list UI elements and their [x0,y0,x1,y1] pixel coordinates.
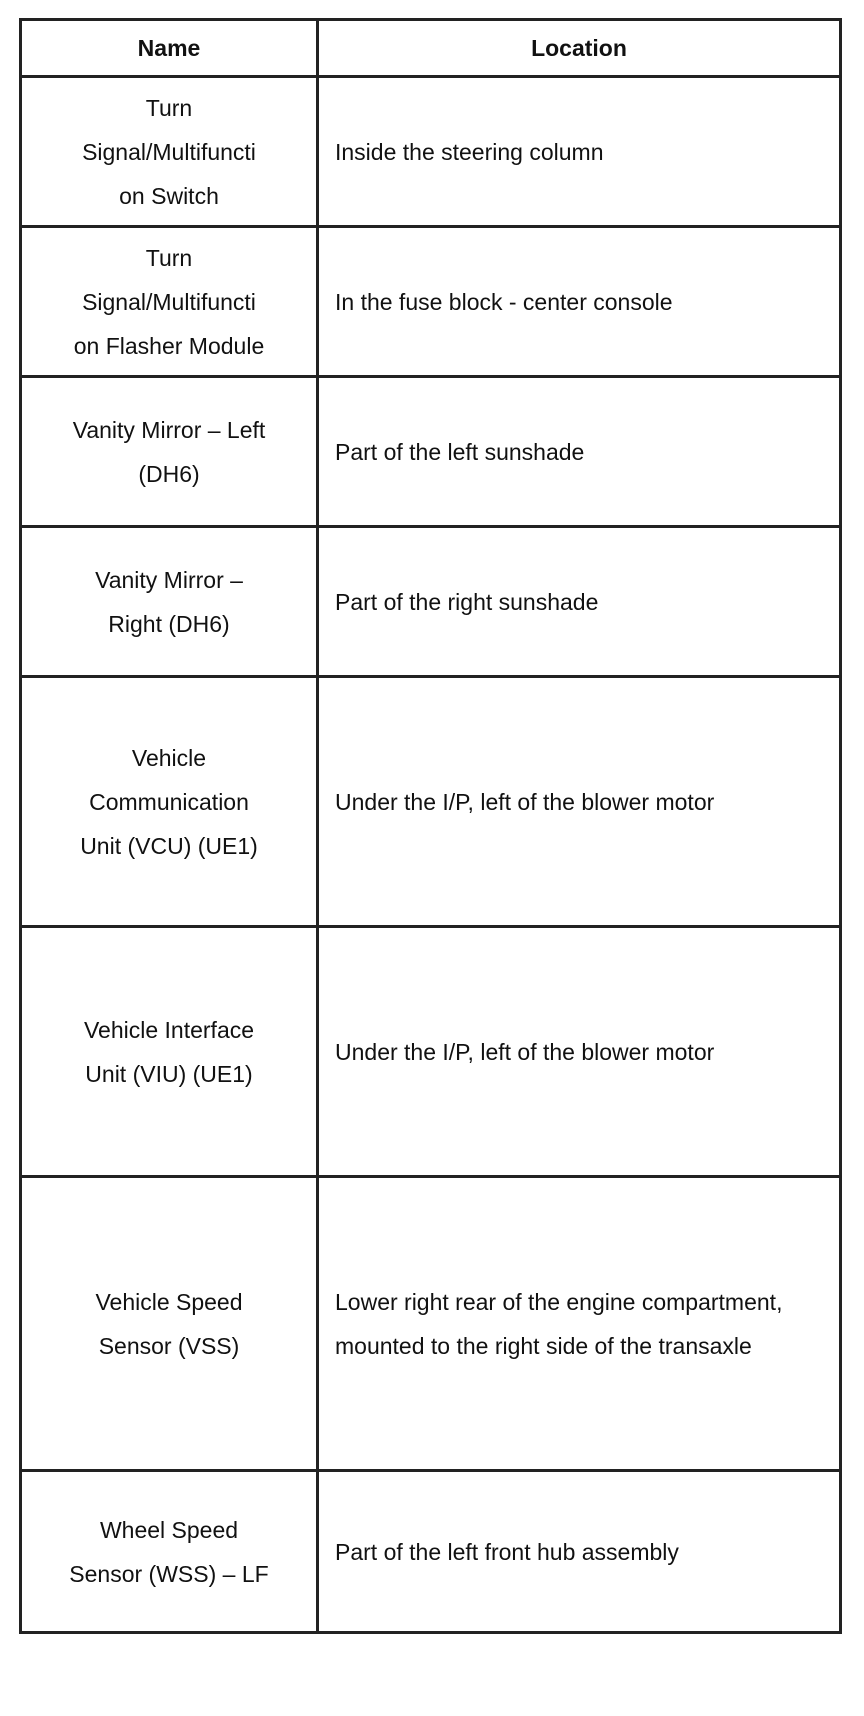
name-line: Vanity Mirror – [95,566,243,593]
location-cell: Inside the steering column [318,77,841,227]
table-row [21,227,841,377]
table-row [21,1177,841,1471]
column-header-location: Location [318,20,841,77]
name-line: Unit (VCU) (UE1) [80,832,258,859]
location-cell: Under the I/P, left of the blower motor [318,927,841,1177]
name-line: Sensor (WSS) – LF [69,1560,269,1587]
name-line: Vehicle Speed [95,1288,243,1315]
name-line: (DH6) [138,460,200,487]
name-cell [21,677,318,927]
name-cell [21,377,318,527]
table-row [21,927,841,1177]
name-line: Communication [89,788,249,815]
component-location-table [19,18,842,1634]
name-cell [21,927,318,1177]
name-cell [21,77,318,227]
name-line: Unit (VIU) (UE1) [85,1060,253,1087]
table-row [21,527,841,677]
location-cell: Part of the right sunshade [318,527,841,677]
name-line: Sensor (VSS) [98,1332,240,1359]
location-cell: Under the I/P, left of the blower motor [318,677,841,927]
location-cell: Part of the left front hub assembly [318,1471,841,1633]
name-line: Wheel Speed [99,1516,239,1543]
name-line: Signal/Multifuncti [82,138,256,165]
name-line: Vehicle Interface [83,1016,255,1043]
name-cell [21,1471,318,1633]
location-cell: In the fuse block - center console [318,227,841,377]
table-row [21,677,841,927]
location-cell: Lower right rear of the engine compartment, mounted to the right side of the transaxle [318,1177,841,1471]
name-line: Signal/Multifuncti [82,288,256,315]
name-cell [21,227,318,377]
name-line: Turn [145,244,193,271]
table-row [21,77,841,227]
table-row [21,377,841,527]
name-line: Turn [145,94,193,121]
column-header-name: Name [21,20,318,77]
table-header-row [21,20,841,77]
name-line: on Flasher Module [73,332,265,359]
name-line: Vehicle [131,744,207,771]
name-line: on Switch [119,182,219,209]
name-line: Right (DH6) [108,610,230,637]
table-row [21,1471,841,1633]
name-line: Vanity Mirror – Left [72,416,266,443]
location-cell: Part of the left sunshade [318,377,841,527]
name-cell [21,1177,318,1471]
name-cell [21,527,318,677]
